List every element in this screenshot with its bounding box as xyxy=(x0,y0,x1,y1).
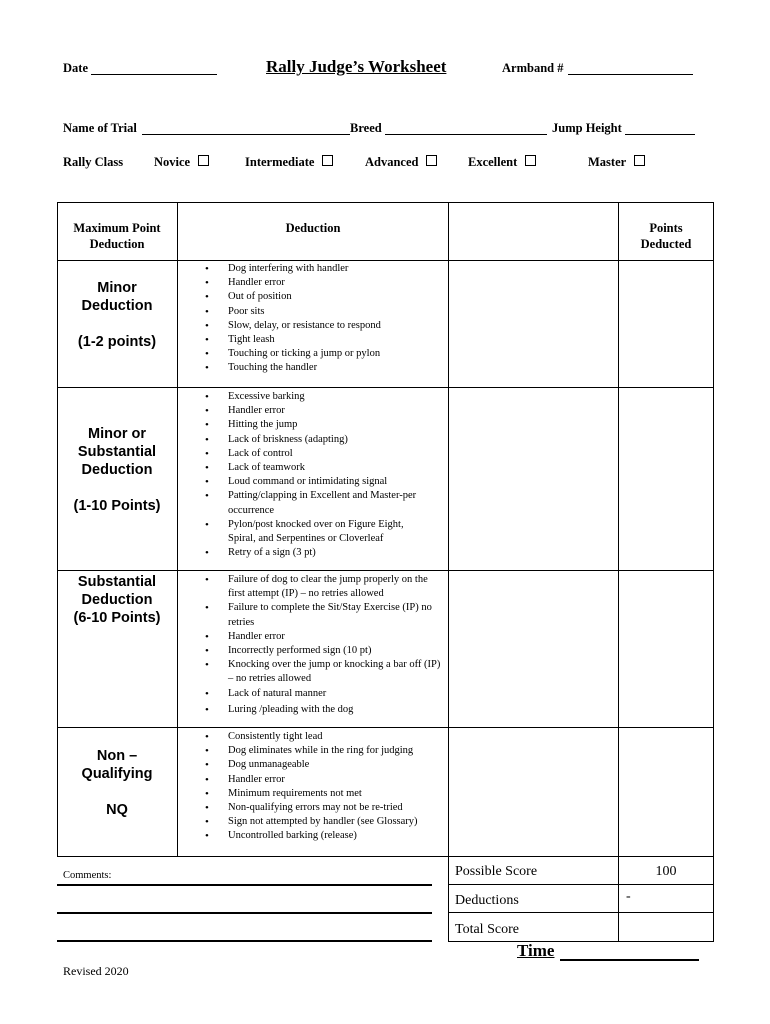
col-header-deduction: Deduction xyxy=(285,221,341,235)
list-item: • Incorrectly performed sign (10 pt) xyxy=(204,644,444,658)
category-line: Qualifying xyxy=(81,766,153,782)
category-substantial xyxy=(57,573,177,627)
category-points: (1-2 points) xyxy=(77,334,157,350)
class-option-label: Master xyxy=(588,155,627,169)
score-divider xyxy=(448,941,714,942)
category-line: Deduction xyxy=(81,592,153,608)
category-points: NQ xyxy=(106,802,128,818)
deductions-label: Deductions xyxy=(455,893,519,908)
points-deducted-cell[interactable] xyxy=(619,571,713,727)
category-line: (6-10 Points) xyxy=(73,610,161,626)
list-item: • Patting/clapping in Excellent and Master-per occurrence xyxy=(204,489,434,517)
deduction-list-minor xyxy=(204,262,444,376)
list-item: • Lack of control xyxy=(204,447,444,461)
list-item: • Dog interfering with handler xyxy=(204,262,444,276)
list-item: • Consistently tight lead xyxy=(204,730,444,744)
list-item: • Handler error xyxy=(204,773,444,787)
table-divider xyxy=(448,202,449,942)
list-item: • Dog eliminates while in the ring for judging xyxy=(204,744,444,758)
score-divider xyxy=(448,884,714,885)
master-checkbox[interactable] xyxy=(634,155,645,166)
list-item: • Failure of dog to clear the jump properly on the first attempt (IP) – no retries allowed xyxy=(204,573,434,601)
table-border-bottom xyxy=(57,856,714,857)
novice-checkbox[interactable] xyxy=(198,155,209,166)
list-item: • Tight leash xyxy=(204,333,444,347)
points-deducted-cell[interactable] xyxy=(619,388,713,570)
time-field[interactable] xyxy=(560,959,699,961)
list-item: • Minimum requirements not met xyxy=(204,787,444,801)
category-line: Minor xyxy=(97,280,137,296)
list-item: • Dog unmanageable xyxy=(204,758,444,772)
category-line: Non – xyxy=(96,748,138,764)
table-divider xyxy=(57,727,714,728)
list-item: • Lack of teamwork xyxy=(204,461,444,475)
category-non-qualifying xyxy=(57,747,177,819)
total-score-field[interactable] xyxy=(619,913,713,941)
col-header-max-point xyxy=(57,220,177,252)
category-line: Substantial xyxy=(77,574,157,590)
class-option-label: Intermediate xyxy=(245,155,315,169)
list-item: • Loud command or intimidating signal xyxy=(204,475,444,489)
total-score-label: Total Score xyxy=(455,922,519,937)
intermediate-checkbox[interactable] xyxy=(322,155,333,166)
list-item: • Retry of a sign (3 pt) xyxy=(204,546,444,560)
class-option-label: Advanced xyxy=(365,155,419,169)
armband-label: Armband # xyxy=(502,61,564,75)
date-field[interactable] xyxy=(91,74,217,75)
list-item: • Pylon/post knocked over on Figure Eight, Spiral, and Serpentines or Cloverleaf xyxy=(204,518,428,546)
revised-note: Revised 2020 xyxy=(63,964,129,978)
page-title: Rally Judge’s Worksheet xyxy=(266,57,447,76)
list-item: • Hitting the jump xyxy=(204,418,444,432)
deductions-value[interactable]: - xyxy=(626,889,631,904)
deduction-list-minor-or-substantial xyxy=(204,390,444,560)
class-option-advanced[interactable] xyxy=(365,155,437,170)
category-minor-or-substantial xyxy=(57,425,177,515)
table-divider xyxy=(57,260,714,261)
class-option-novice[interactable] xyxy=(154,155,209,170)
armband-field[interactable] xyxy=(568,74,693,75)
points-deducted-cell[interactable] xyxy=(619,728,713,856)
list-item: • Luring /pleading with the dog xyxy=(204,703,444,717)
class-option-intermediate[interactable] xyxy=(245,155,333,170)
class-option-master[interactable] xyxy=(588,155,645,170)
comments-line[interactable] xyxy=(57,940,432,942)
category-line: Deduction xyxy=(81,298,153,314)
name-of-trial-label: Name of Trial xyxy=(63,121,137,135)
breed-label: Breed xyxy=(350,121,382,135)
category-line: Deduction xyxy=(81,462,153,478)
table-border-right xyxy=(713,202,714,942)
table-border-top xyxy=(57,202,714,203)
header-line: Deducted xyxy=(640,237,692,251)
list-item: • Handler error xyxy=(204,630,444,644)
rally-class-label: Rally Class xyxy=(63,155,124,169)
list-item: • Excessive barking xyxy=(204,390,444,404)
table-divider xyxy=(177,202,178,857)
list-item: • Handler error xyxy=(204,404,444,418)
category-minor xyxy=(57,279,177,351)
category-line: Minor or xyxy=(88,426,146,442)
list-item: • Out of position xyxy=(204,290,444,304)
list-item: • Uncontrolled barking (release) xyxy=(204,829,444,843)
points-deducted-cell[interactable] xyxy=(619,261,713,387)
table-divider xyxy=(57,387,714,388)
possible-score-value: 100 xyxy=(655,864,677,879)
time-label: Time xyxy=(517,941,555,960)
list-item: • Poor sits xyxy=(204,305,444,319)
list-item: • Lack of briskness (adapting) xyxy=(204,433,444,447)
date-label: Date xyxy=(63,61,88,75)
header-line: Maximum Point xyxy=(73,221,161,235)
jump-height-label: Jump Height xyxy=(552,121,622,135)
deduction-list-non-qualifying xyxy=(204,730,444,844)
comments-label: Comments: xyxy=(63,870,112,881)
list-item: • Slow, delay, or resistance to respond xyxy=(204,319,444,333)
jump-height-field[interactable] xyxy=(625,134,695,135)
list-item: • Touching or ticking a jump or pylon xyxy=(204,347,444,361)
col-header-points-deducted xyxy=(619,220,713,252)
class-option-excellent[interactable] xyxy=(468,155,536,170)
list-item: • Handler error xyxy=(204,276,444,290)
advanced-checkbox[interactable] xyxy=(426,155,437,166)
category-line: Substantial xyxy=(77,444,157,460)
list-item: • Touching the handler xyxy=(204,361,444,375)
possible-score-label: Possible Score xyxy=(455,864,538,879)
list-item: • Lack of natural manner xyxy=(204,687,444,701)
category-points: (1-10 Points) xyxy=(73,498,161,514)
list-item: • Sign not attempted by handler (see Glossary) xyxy=(204,815,444,829)
comments-line[interactable] xyxy=(57,884,432,886)
list-item: • Failure to complete the Sit/Stay Exercise (IP) no retries xyxy=(204,601,440,629)
header-line: Points xyxy=(649,221,683,235)
comments-line[interactable] xyxy=(57,912,432,914)
class-option-label: Excellent xyxy=(468,155,518,169)
breed-field[interactable] xyxy=(385,134,547,135)
list-item: • Non-qualifying errors may not be re-tried xyxy=(204,801,444,815)
table-divider xyxy=(57,570,714,571)
excellent-checkbox[interactable] xyxy=(525,155,536,166)
header-line: Deduction xyxy=(89,237,145,251)
name-of-trial-field[interactable] xyxy=(142,134,350,135)
deduction-list-substantial xyxy=(204,573,444,717)
class-option-label: Novice xyxy=(154,155,191,169)
list-item: • Knocking over the jump or knocking a bar off (IP) – no retries allowed xyxy=(204,658,442,686)
